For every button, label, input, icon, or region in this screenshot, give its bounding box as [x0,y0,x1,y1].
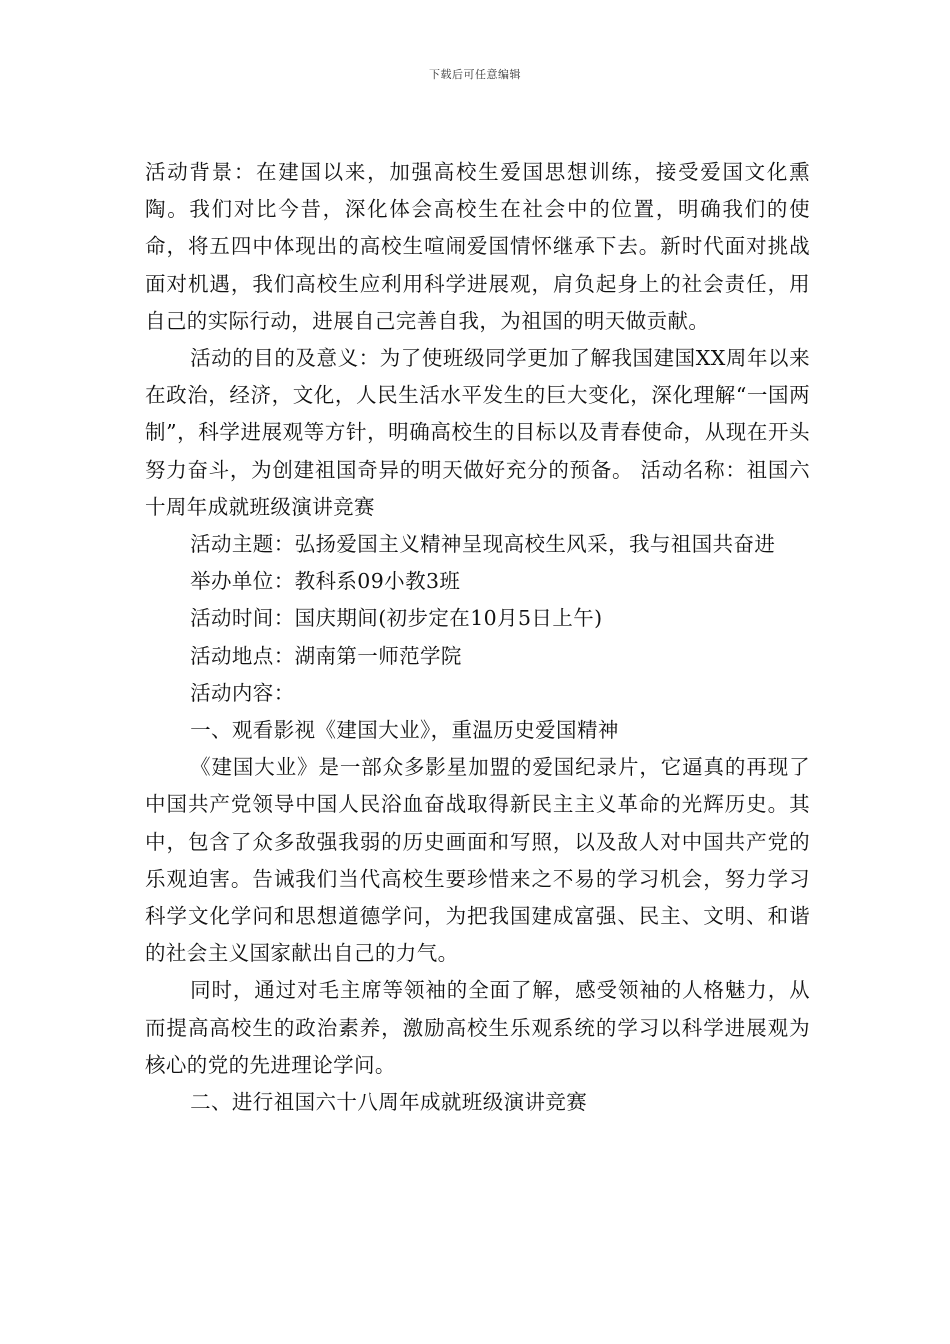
paragraph-time: 活动时间：国庆期间(初步定在10月5日上午) [190,606,603,631]
paragraph-location: 活动地点：湖南第一师范学院 [190,643,462,668]
paragraph-film-description: 《建国大业》是一部众多影星加盟的爱国纪录片，它逼真的再现了中国共产党领导中国人民浴血奋战取得新民主主义革命的光辉历史。其中，包含了众多敌强我弱的历史画面和写照，以及敌人对中国共产党的乐观迫害。告诫我们当代高校生要珍惜来之不易的学习机会，努力学习科学文化学问和思想道德学问，为把我国建成富强、民主、文明、和谐的社会主义国家献出自己的力气。 [145,755,810,966]
paragraph-content-heading: 活动内容： [190,680,295,705]
paragraph-theme: 活动主题：弘扬爱国主义精神呈现高校生风采，我与祖国共奋进 [190,532,776,557]
page-header-note: 下载后可任意编辑 [429,68,521,81]
document-body [145,154,810,1121]
section-heading-two: 二、进行祖国六十八周年成就班级演讲竞赛 [190,1090,588,1115]
paragraph-leaders: 同时，通过对毛主席等领袖的全面了解，感受领袖的人格魅力，从而提高高校生的政治素养，激励高校生乐观系统的学习以科学进展观为核心的党的先进理论学问。 [145,978,810,1077]
paragraph-background: 活动背景：在建国以来，加强高校生爱国思想训练，接受爱国文化熏陶。我们对比今昔，深化体会高校生在社会中的位置，明确我们的使命，将五四中体现出的高校生喧闹爱国情怀继承下去。新时代面对挑战面对机遇，我们高校生应利用科学进展观，肩负起身上的社会责任，用自己的实际行动，进展自己完善自我，为祖国的明天做贡献。 [145,160,810,333]
paragraph-organizer: 举办单位：教科系09小教3班 [190,569,461,594]
paragraph-purpose: 活动的目的及意义：为了使班级同学更加了解我国建国XX周年以来在政治，经济，文化，人民生活水平发生的巨大变化，深化理解“一国两制”，科学进展观等方针，明确高校生的目标以及青春使命，从现在开头努力奋斗，为创建祖国奇异的明天做好充分的预备。 活动名称：祖国六十周年成就班级演讲竞赛 [145,346,810,519]
section-heading-one: 一、观看影视《建国大业》，重温历史爱国精神 [190,718,619,743]
